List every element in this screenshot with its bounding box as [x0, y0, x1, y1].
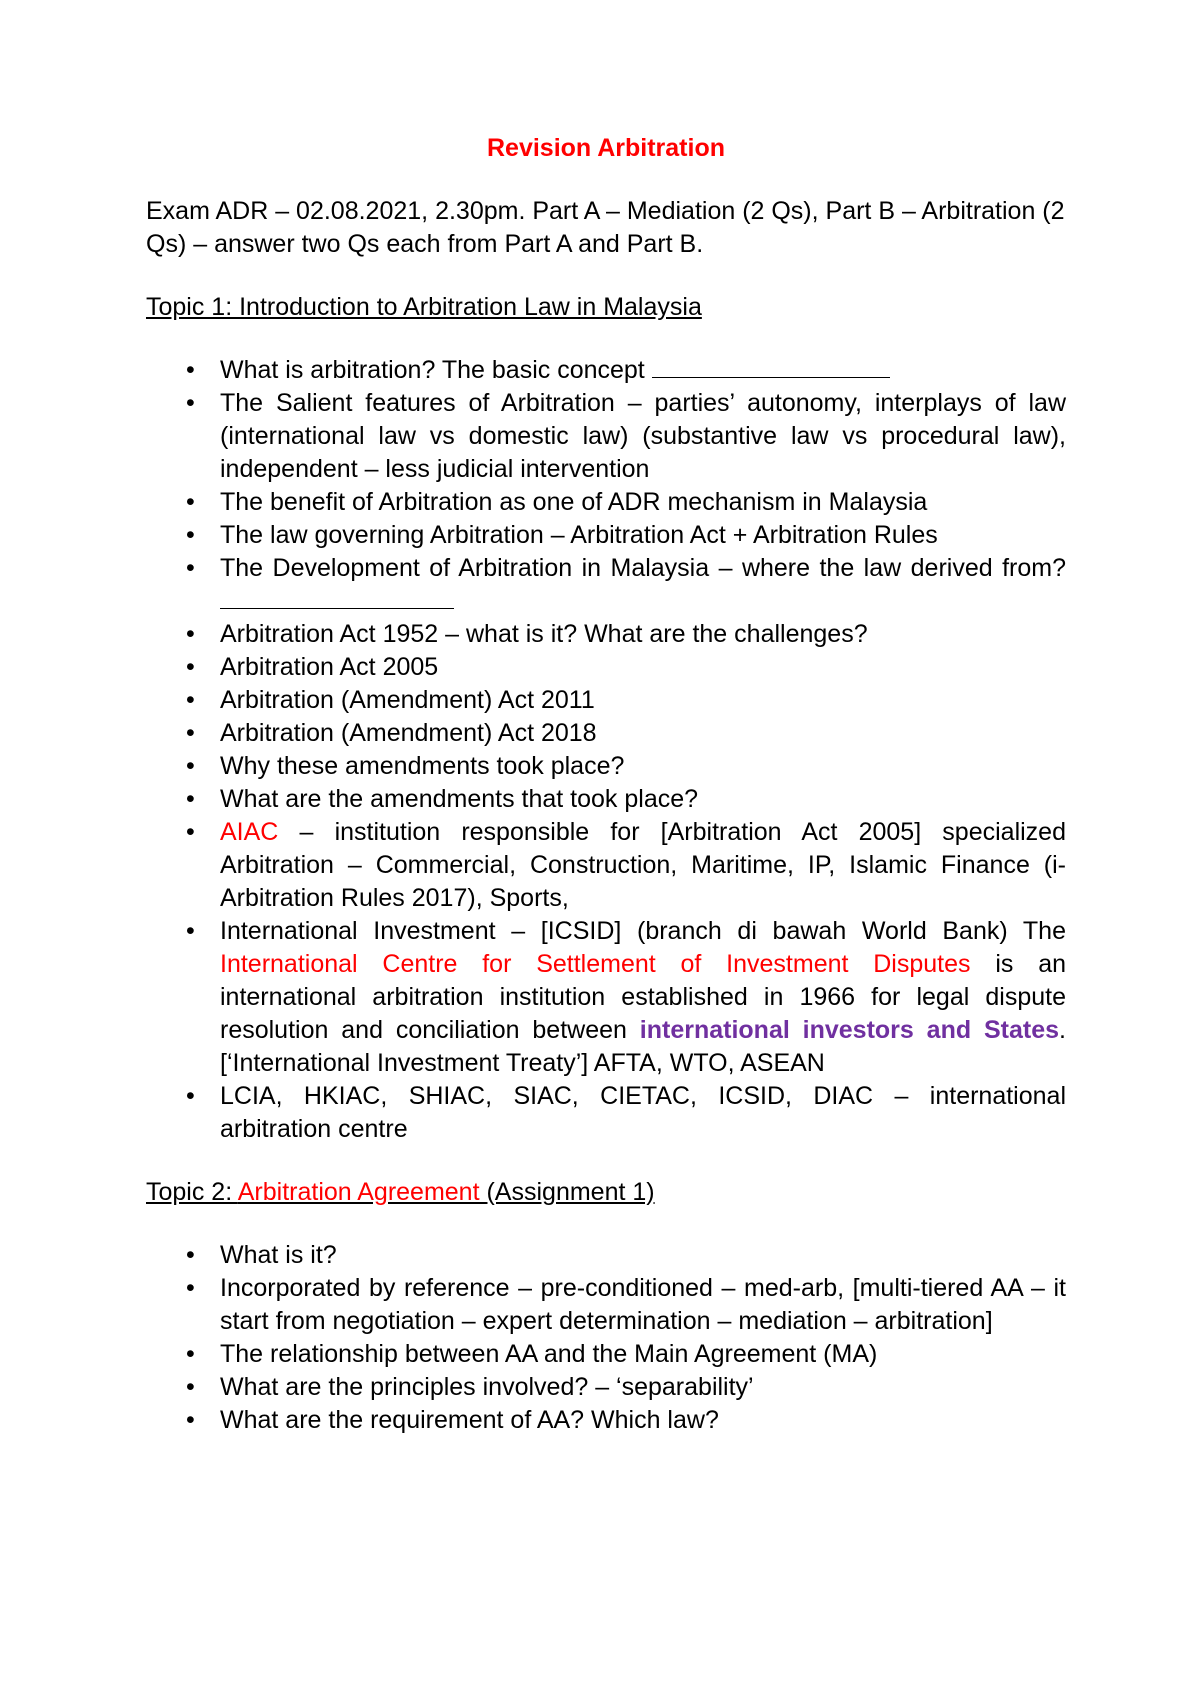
bullet-icon: • [186, 1082, 195, 1110]
bullet-icon: • [186, 818, 195, 846]
list-item [146, 717, 1066, 750]
aiac-highlight: AIAC [220, 818, 279, 846]
bullet-icon: • [186, 389, 195, 417]
bullet-icon: • [186, 1274, 195, 1302]
list-item-text: Arbitration (Amendment) Act 2018 [220, 719, 597, 747]
topic-2-heading [146, 1176, 1066, 1209]
list-item [146, 618, 1066, 651]
blank-line [652, 355, 890, 378]
list-item [146, 1404, 1066, 1437]
list-item-text: What are the principles involved? – ‘separability’ [220, 1373, 754, 1401]
list-item-text: What is it? [220, 1241, 337, 1269]
list-item [146, 354, 1066, 387]
bullet-icon: • [186, 356, 195, 384]
list-item [146, 651, 1066, 684]
topic-2-heading-prefix: Topic 2: [146, 1178, 238, 1206]
exam-info: Exam ADR – 02.08.2021, 2.30pm. Part A – Mediation (2 Qs), Part B – Arbitration (2 Qs) – answer two Qs each from Part A and Part B. [146, 197, 1065, 258]
bullet-icon: • [186, 785, 195, 813]
list-item-text: is an international arbitration institution established in 1966 for legal dispute resolution and conciliation between [220, 950, 1066, 1044]
topic-1-list [146, 354, 1066, 1146]
investors-states-highlight: international investors and States [639, 1016, 1060, 1044]
bullet-icon: • [186, 1373, 195, 1401]
list-item-text: LCIA, HKIAC, SHIAC, SIAC, CIETAC, ICSID, DIAC – international arbitration centre [220, 1082, 1066, 1143]
list-item [146, 387, 1066, 486]
list-item-text: International Investment – [ICSID] (branch di bawah World Bank) The [220, 917, 1066, 945]
bullet-icon: • [186, 521, 195, 549]
list-item [146, 915, 1066, 1080]
list-item-text: What are the amendments that took place? [220, 785, 699, 813]
bullet-icon: • [186, 1241, 195, 1269]
topic-2-list [146, 1239, 1066, 1437]
list-item-text: What is arbitration? The basic concept [220, 356, 645, 384]
bullet-icon: • [186, 719, 195, 747]
icsid-highlight: International Centre for Settlement of Investment Disputes [220, 950, 971, 978]
list-item [146, 750, 1066, 783]
list-item-text: The Salient features of Arbitration – parties’ autonomy, interplays of law (international law vs domestic law) (substantive law vs procedural law), independent – less judicial intervention [220, 389, 1066, 483]
list-item [146, 1371, 1066, 1404]
bullet-icon: • [186, 554, 195, 582]
document-title: Revision Arbitration [487, 134, 725, 162]
list-item-text: . [‘International Investment Treaty’] AFTA, WTO, ASEAN [220, 1016, 1066, 1077]
list-item [146, 486, 1066, 519]
bullet-icon: • [186, 620, 195, 648]
list-item-text: Arbitration Act 2005 [220, 653, 439, 681]
list-item-text: Why these amendments took place? [220, 752, 625, 780]
list-item [146, 1239, 1066, 1272]
bullet-icon: • [186, 686, 195, 714]
list-item [146, 816, 1066, 915]
list-item [146, 1338, 1066, 1371]
list-item [146, 519, 1066, 552]
bullet-icon: • [186, 488, 195, 516]
list-item [146, 1080, 1066, 1146]
list-item [146, 552, 1066, 618]
list-item-text: Arbitration (Amendment) Act 2011 [220, 686, 595, 714]
list-item [146, 1272, 1066, 1338]
list-item-text: The relationship between AA and the Main Agreement (MA) [220, 1340, 878, 1368]
list-item [146, 684, 1066, 717]
topic-1-heading: Topic 1: Introduction to Arbitration Law in Malaysia [146, 293, 702, 321]
topic-2-heading-highlight: Arbitration Agreement [237, 1178, 487, 1206]
topic-2-heading-suffix: (Assignment 1) [486, 1178, 655, 1206]
list-item-text: Incorporated by reference – pre-conditioned – med-arb, [multi-tiered AA – it start from negotiation – expert determination – mediation – arbitration] [220, 1274, 1066, 1335]
bullet-icon: • [186, 1340, 195, 1368]
list-item-text: The benefit of Arbitration as one of ADR mechanism in Malaysia [220, 488, 928, 516]
bullet-icon: • [186, 1406, 195, 1434]
document-page [146, 132, 1066, 1467]
list-item [146, 783, 1066, 816]
list-item-text: What are the requirement of AA? Which law? [220, 1406, 719, 1434]
bullet-icon: • [186, 653, 195, 681]
list-item-text: – institution responsible for [Arbitration Act 2005] specialized Arbitration – Commercial, Construction, Maritime, IP, Islamic Finance (i-Arbitration Rules 2017), Sports, [220, 818, 1066, 912]
list-item-text: The Development of Arbitration in Malaysia – where the law derived from? [220, 554, 1066, 582]
bullet-icon: • [186, 917, 195, 945]
blank-line [220, 586, 454, 609]
bullet-icon: • [186, 752, 195, 780]
list-item-text: Arbitration Act 1952 – what is it? What are the challenges? [220, 620, 868, 648]
list-item-text: The law governing Arbitration – Arbitration Act + Arbitration Rules [220, 521, 938, 549]
